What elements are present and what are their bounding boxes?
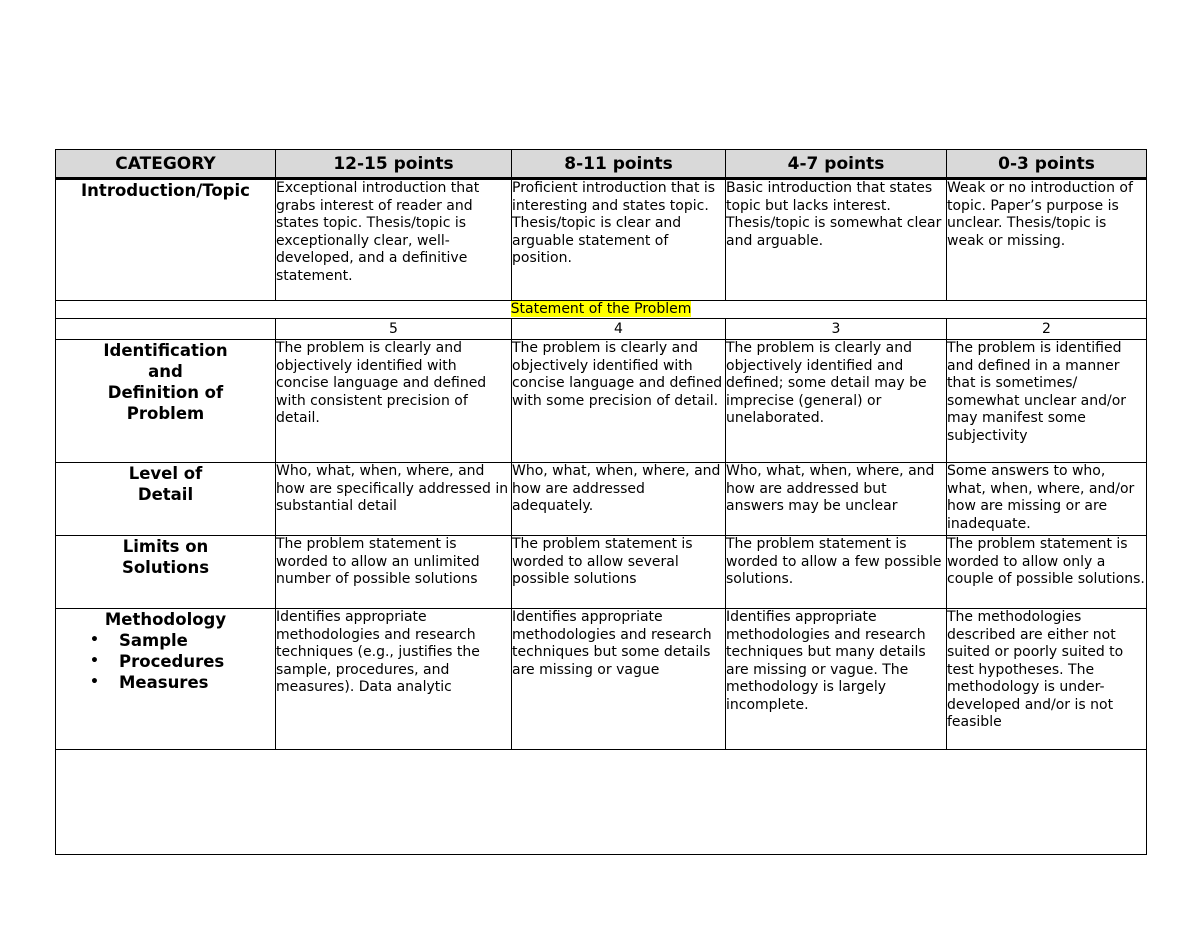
detail-row (56, 463, 1147, 536)
detail-cell-2: Who, what, when, where, and how are addressed adequately. (512, 463, 726, 536)
score-row (56, 319, 1147, 340)
methodology-cell-4: The methodologies described are either not suited or poorly suited to test hypotheses. The methodology is under-developed and/or is not feasible (947, 609, 1147, 750)
intro-cell-1: Exceptional introduction that grabs interest of reader and states topic. Thesis/topic is exceptionally clear, well-developed, and a definitive statement. (276, 179, 512, 301)
limits-cell-1: The problem statement is worded to allow an unlimited number of possible solutions (276, 536, 512, 609)
limits-cell-2: The problem statement is worded to allow several possible solutions (512, 536, 726, 609)
limits-category-line-1: Limits on (122, 537, 209, 556)
identification-category-line-3: Definition of (107, 383, 224, 402)
section-title: Statement of the Problem (510, 301, 692, 317)
header-4-7-points: 4-7 points (726, 150, 947, 179)
limits-category-line-2: Solutions (121, 558, 210, 577)
methodology-category (56, 609, 276, 750)
empty-cell (56, 750, 1147, 855)
methodology-cell-3: Identifies appropriate methodologies and research techniques but many details are missing or vague. The methodology is largely incomplete. (726, 609, 947, 750)
score-4: 4 (512, 319, 726, 340)
identification-cell-2: The problem is clearly and objectively identified with concise language and defined with some precision of detail. (512, 340, 726, 463)
intro-category: Introduction/Topic (56, 179, 276, 301)
header-row (56, 150, 1147, 179)
score-3: 3 (726, 319, 947, 340)
header-category: CATEGORY (56, 150, 276, 179)
section-cell (56, 301, 1147, 319)
intro-cell-2: Proficient introduction that is interesting and states topic. Thesis/topic is clear and arguable statement of position. (512, 179, 726, 301)
score-2: 2 (947, 319, 1147, 340)
identification-row (56, 340, 1147, 463)
methodology-bullet-measures (90, 672, 275, 693)
identification-category (56, 340, 276, 463)
methodology-bullet-sample (90, 630, 275, 651)
intro-cell-3: Basic introduction that states topic but lacks interest. Thesis/topic is somewhat clear and arguable. (726, 179, 947, 301)
detail-cell-3: Who, what, when, where, and how are addressed but answers may be unclear (726, 463, 947, 536)
limits-cell-3: The problem statement is worded to allow a few possible solutions. (726, 536, 947, 609)
detail-category-line-2: Detail (137, 485, 194, 504)
bullet-icon: • (90, 674, 99, 690)
rubric-table (55, 149, 1147, 855)
bullet-icon: • (90, 632, 99, 648)
header-8-11-points: 8-11 points (512, 150, 726, 179)
identification-cell-4: The problem is identified and defined in a manner that is sometimes/ somewhat unclear and/or may manifest some subjectivity (947, 340, 1147, 463)
identification-cell-1: The problem is clearly and objectively identified with concise language and defined with consistent precision of detail. (276, 340, 512, 463)
score-empty-cell (56, 319, 276, 340)
intro-row (56, 179, 1147, 301)
methodology-category-title: Methodology (104, 610, 227, 629)
limits-cell-4: The problem statement is worded to allow only a couple of possible solutions. (947, 536, 1147, 609)
bullet-icon: • (90, 653, 99, 669)
empty-row (56, 750, 1147, 855)
header-0-3-points: 0-3 points (947, 150, 1147, 179)
bullet-label: Sample (119, 631, 188, 650)
methodology-bullet-list (56, 630, 275, 693)
section-row (56, 301, 1147, 319)
limits-category (56, 536, 276, 609)
score-5: 5 (276, 319, 512, 340)
detail-cell-4: Some answers to who, what, when, where, and/or how are missing or are inadequate. (947, 463, 1147, 536)
methodology-cell-2: Identifies appropriate methodologies and research techniques but some details are missing or vague (512, 609, 726, 750)
identification-cell-3: The problem is clearly and objectively identified and defined; some detail may be imprecise (general) or unelaborated. (726, 340, 947, 463)
identification-category-line-2: and (148, 362, 183, 381)
intro-cell-4: Weak or no introduction of topic. Paper’s purpose is unclear. Thesis/topic is weak or missing. (947, 179, 1147, 301)
identification-category-line-4: Problem (126, 404, 205, 423)
bullet-label: Procedures (119, 652, 225, 671)
methodology-row (56, 609, 1147, 750)
methodology-bullet-procedures (90, 651, 275, 672)
detail-category (56, 463, 276, 536)
bullet-label: Measures (119, 673, 209, 692)
methodology-cell-1: Identifies appropriate methodologies and research techniques (e.g., justifies the sample, procedures, and measures). Data analytic (276, 609, 512, 750)
detail-cell-1: Who, what, when, where, and how are specifically addressed in substantial detail (276, 463, 512, 536)
header-12-15-points: 12-15 points (276, 150, 512, 179)
identification-category-line-1: Identification (103, 341, 228, 360)
detail-category-line-1: Level of (128, 464, 203, 483)
limits-row (56, 536, 1147, 609)
